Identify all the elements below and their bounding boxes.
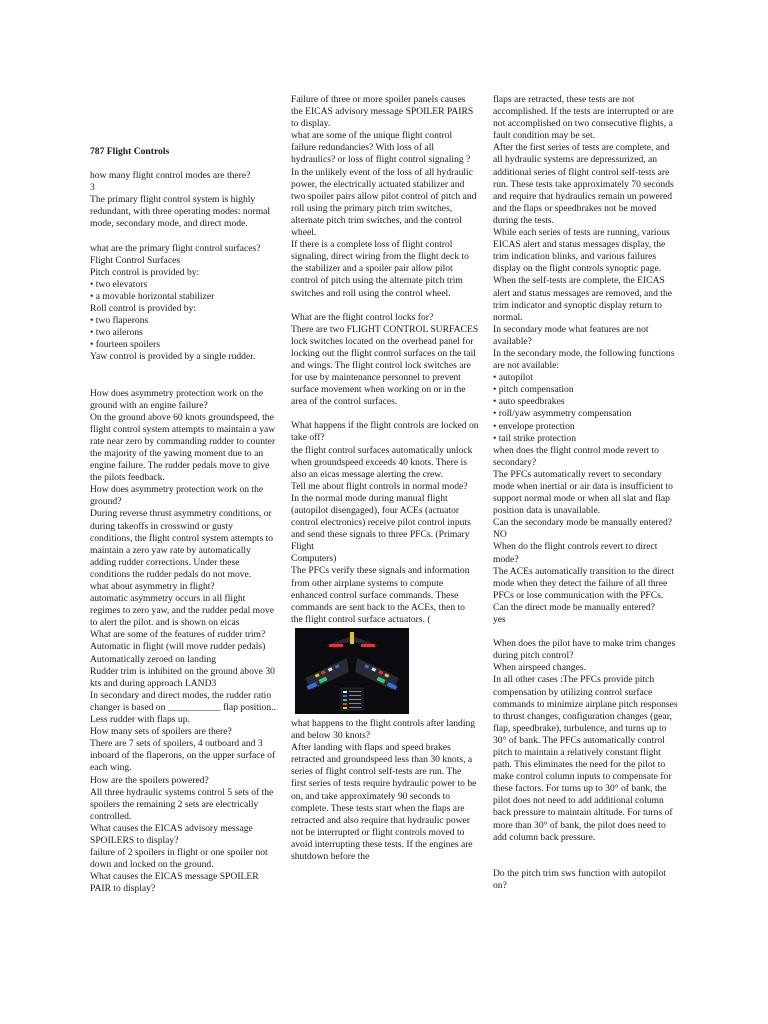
text-line: • envelope protection bbox=[493, 420, 575, 432]
text-line: How are the spoilers powered? bbox=[90, 774, 209, 786]
paragraph-gap bbox=[291, 408, 479, 420]
paragraph-gap bbox=[493, 844, 679, 856]
paragraph-gap bbox=[493, 856, 679, 868]
text-line: • two ailerons bbox=[90, 327, 143, 339]
text-line: • a movable horizontal stabilizer bbox=[90, 290, 215, 302]
text-line: What happens if the flight controls are locked on take off? bbox=[291, 420, 481, 444]
text-line: Computers) bbox=[291, 553, 337, 565]
text-line: Automatically zeroed on landing bbox=[90, 653, 217, 665]
text-line: The ACEs automatically transition to the direct mode when they detect the failure of all three PFCs or lose communication with the PFCs. bbox=[493, 565, 677, 601]
paragraph-gap bbox=[493, 626, 679, 638]
text-line: Can the direct mode be manually entered? bbox=[493, 601, 655, 613]
text-line: NO bbox=[493, 529, 507, 541]
text-line: • tail strike protection bbox=[493, 432, 577, 444]
column-1 bbox=[90, 0, 279, 895]
text-line: • two flaperons bbox=[90, 315, 149, 327]
text-line: when does the flight control mode revert to secondary? bbox=[493, 444, 662, 468]
column-3 bbox=[493, 0, 679, 892]
text-line: Tell me about flight controls in normal mode? bbox=[291, 480, 468, 492]
text-line: In the unlikely event of the loss of all hydraulic power, the electrically actuated stabilizer and two spoiler pairs allow pilot control of pitch and roll using the primary pitch trim switches, alternate pitch trim switches, and the control wheel. bbox=[291, 166, 479, 239]
text-line: Can the secondary mode be manually entered? bbox=[493, 517, 673, 529]
text-line: How does asymmetry protection work on the ground? bbox=[90, 484, 266, 508]
text-line: If there is a complete loss of flight control signaling, direct wiring from the flight deck to the stabilizer and a spoiler pair allow pilot control of pitch using the alternate pitch trim switches and roll using the control wheel. bbox=[291, 239, 472, 299]
text-line: All three hydraulic systems control 5 sets of the spoilers the remaining 2 sets are electrically controlled. bbox=[90, 786, 276, 822]
text-line: what are some of the unique flight control failure redundancies? With loss of all hydraulics? or loss of flight control signaling ? bbox=[291, 130, 471, 166]
text-line: There are two FLIGHT CONTROL SURFACES lock switches located on the overhead panel for locking out the flight control surfaces on the tail and wings. The flight control lock switches are for use by maintenance personnel to prevent surface movement when working on or in the area of the control surfaces. bbox=[291, 323, 481, 408]
document-title: 787 Flight Controls bbox=[90, 146, 170, 157]
paragraph-gap bbox=[90, 231, 276, 243]
text-line: failure of 2 spoilers in flight or one spoiler not down and locked on the ground. bbox=[90, 847, 271, 871]
text-line: Roll control is provided by: bbox=[90, 303, 197, 315]
text-line: • roll/yaw asymmetry compensation bbox=[493, 408, 632, 420]
text-line: In all other cases :The PFCs provide pitch compensation by utilizing control surface commands to minimize airplane pitch responses to thrust changes, configuration changes (gear, flap, speedbrake), turbulence, and turns up to 30° of bank. The PFCs automatically control pitch to maintain a relatively constant flight path. This eliminates the need for the pilot to make control column inputs to compensate for these factors. For turns up to 30° of bank, the pilot does not need to add additional column back pressure to maintain altitude. For turns of more than 30° of bank, the pilot does need to add column back pressure. bbox=[493, 674, 681, 843]
text-line: • pitch compensation bbox=[493, 384, 574, 396]
text-line: What causes the EICAS message SPOILER PAIR to display? bbox=[90, 871, 262, 895]
text-line: Do the pitch trim sws function with autopilot on? bbox=[493, 867, 669, 891]
text-line: automatic asymmetry occurs in all flight regimes to zero yaw, and the rudder pedal move to alert the pilot. and is shown on eicas bbox=[90, 593, 277, 629]
text-line: The primary flight control system is highly redundant, with three operating modes: normal mode, secondary mode, and direct mode. bbox=[90, 194, 273, 230]
text-line: flaps are retracted, these tests are not accomplished. If the tests are interrupted or are not accomplished on two consecutive flights, a fault condition may be set. bbox=[493, 94, 677, 142]
text-line: While each series of tests are running, various EICAS alert and status messages display, the trim indication blinks, and various failures display on the flight controls synoptic page. When the self-tests are complete, the EICAS alert and status messages are removed, and the trim indicator and synoptic display return to normal. bbox=[493, 227, 675, 323]
text-line: • fourteen spoilers bbox=[90, 339, 160, 351]
text-line: yes bbox=[493, 614, 506, 626]
text-line: Yaw control is provided by a single rudder. bbox=[90, 351, 256, 363]
text-line: The PFCs verify these signals and information from other airplane systems to compute enhanced control surface commands. These commands are sent back to the ACEs, then to the flight control surface actuators. ( bbox=[291, 565, 472, 625]
text-line: In secondary and direct modes, the rudder ratio changer is based on ___________ flap position.. Less rudder with flaps up. bbox=[90, 689, 279, 726]
text-line: In the normal mode during manual flight (autopilot disengaged), four ACEs (actuator control electronics) receive pilot control inputs and send these signals to three PFCs. (Primary Flight bbox=[291, 492, 474, 553]
text-line: On the ground above 60 knots groundspeed, the flight control system attempts to maintain a yaw rate near zero by commanding rudder to counter the majority of the yawing moment due to an engine failure. The rudder pedals move to give the pilots feedback. bbox=[90, 411, 278, 484]
text-line: 3 bbox=[90, 182, 95, 194]
text-line: When do the flight controls revert to direct mode? bbox=[493, 541, 660, 565]
text-line: When does the pilot have to make trim changes during pitch control? bbox=[493, 638, 678, 662]
left-elevator bbox=[329, 644, 343, 647]
paragraph-gap bbox=[90, 376, 276, 388]
text-line: the flight control surfaces automatically unlock when groundspeed exceeds 40 knots. There is also an eicas message alerting the crew. bbox=[291, 444, 475, 480]
text-line: • two elevators bbox=[90, 278, 148, 290]
paragraph-gap bbox=[90, 364, 276, 376]
text-line: During reverse thrust asymmetry conditions, or during takeoffs in crosswind or gusty conditions, the flight control system attempts to maintain a zero yaw rate by automatically adding rudder corrections. Under these conditions the rudder pedals do not move. bbox=[90, 508, 276, 580]
text-line: what are the primary flight control surfaces? bbox=[90, 242, 261, 254]
text-line: what about asymmetry in flight? bbox=[90, 581, 215, 592]
text-line: Flight Control Surfaces bbox=[90, 254, 181, 266]
rudder bbox=[350, 632, 354, 644]
right-elevator bbox=[361, 644, 375, 647]
text-line: What causes the EICAS advisory message SPOILERS to display? bbox=[90, 822, 256, 846]
text-line: Rudder trim is inhibited on the ground above 30 kts and during approach LAND3 bbox=[90, 665, 278, 689]
flight-control-surfaces-diagram bbox=[295, 628, 409, 714]
text-line: How many sets of spoilers are there? bbox=[90, 726, 232, 738]
text-line: What are some of the features of rudder trim? bbox=[90, 629, 266, 641]
text-line: In secondary mode what features are not available? bbox=[493, 323, 651, 347]
text-line: In the secondary mode, the following functions are not available: bbox=[493, 347, 677, 372]
text-line: • auto speedbrakes bbox=[493, 396, 565, 408]
text-line: how many flight control modes are there? bbox=[90, 170, 251, 182]
text-line: The PFCs automatically revert to secondary mode when inertial or air data is insufficient to support normal mode or when all slat and flap position data is unavailable. bbox=[493, 468, 676, 517]
text-line: When airspeed changes. bbox=[493, 662, 586, 674]
text-line: How does asymmetry protection work on the ground with an engine failure? bbox=[90, 387, 266, 411]
text-line: what happens to the flight controls after landing and below 30 knots? bbox=[291, 717, 478, 742]
text-line: After landing with flaps and speed brakes retracted and groundspeed less than 30 knots, a series of flight control self-tests are run. The first series of tests require hydraulic power to be on, and take approximately 90 seconds to complete. These tests start when the flaps are retracted and also require that hydraulic power not be interrupted or flight controls moved to avoid interrupting these tests. If the engines are shutdown before the bbox=[291, 742, 479, 862]
paragraph-gap bbox=[291, 300, 479, 312]
text-line: There are 7 sets of spoilers, 4 outboard and 3 inboard of the flaperons, on the upper surface of each wing. bbox=[90, 738, 278, 774]
column-2 bbox=[291, 0, 479, 863]
text-line: Pitch control is provided by: bbox=[90, 266, 200, 278]
text-line: Failure of three or more spoiler panels causes the EICAS advisory message SPOILER PAIRS to display. bbox=[291, 94, 476, 130]
text-line: What are the flight control locks for? bbox=[291, 311, 434, 323]
text-line: After the first series of tests are complete, and all hydraulic systems are depressurized, an additional series of flight control self-tests are run. These tests take approximately 70 seconds and require that hydraulics remain un powered and the flaps or speedbrakes not be moved during the tests. bbox=[493, 142, 677, 226]
text-line: • autopilot bbox=[493, 372, 533, 384]
text-line: Automatic in flight (will move rudder pedals) bbox=[90, 641, 266, 653]
